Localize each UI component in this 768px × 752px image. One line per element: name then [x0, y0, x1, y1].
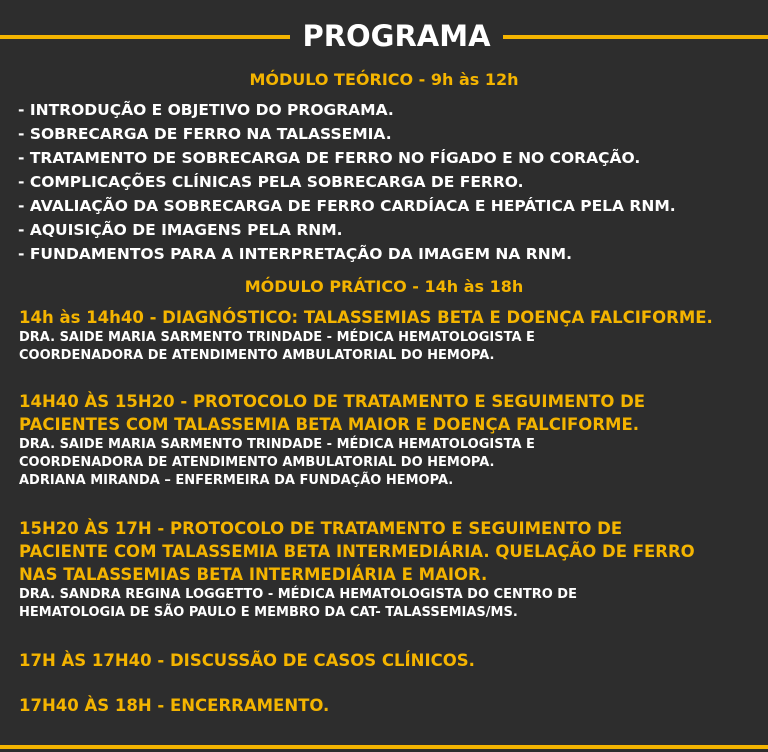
theory-module-heading: MÓDULO TEÓRICO - 9h às 12h — [249, 70, 519, 89]
footer-rule — [0, 745, 768, 749]
list-item: - COMPLICAÇÕES CLÍNICAS PELA SOBRECARGA DE FERRO. — [18, 173, 524, 191]
session-title: 14H40 ÀS 15H20 - PROTOCOLO DE TRATAMENTO E SEGUIMENTO DE — [19, 392, 646, 411]
session-case-discussion — [19, 649, 759, 672]
session-diagnosis — [19, 306, 759, 365]
practice-module-heading: MÓDULO PRÁTICO - 14h às 18h — [244, 277, 524, 296]
session-title: 17H40 ÀS 18H - ENCERRAMENTO. — [19, 696, 330, 715]
session-title: 17H ÀS 17H40 - DISCUSSÃO DE CASOS CLÍNICOS. — [19, 651, 475, 670]
header-rule-left — [0, 35, 290, 39]
page-title: PROGRAMA — [302, 19, 491, 53]
list-item: - FUNDAMENTOS PARA A INTERPRETAÇÃO DA IMAGEM NA RNM. — [18, 245, 572, 263]
session-speaker: DRA. SANDRA REGINA LOGGETTO - MÉDICA HEMATOLOGISTA DO CENTRO DE — [19, 587, 577, 602]
list-item: - INTRODUÇÃO E OBJETIVO DO PROGRAMA. — [18, 101, 394, 119]
session-speaker: DRA. SAIDE MARIA SARMENTO TRINDADE - MÉDICA HEMATOLOGISTA E — [19, 437, 535, 452]
header-rule-right — [503, 35, 768, 39]
list-item: - AVALIAÇÃO DA SOBRECARGA DE FERRO CARDÍACA E HEPÁTICA PELA RNM. — [18, 197, 676, 215]
session-title: PACIENTE COM TALASSEMIA BETA INTERMEDIÁRIA. QUELAÇÃO DE FERRO — [19, 542, 695, 561]
session-title: 15H20 ÀS 17H - PROTOCOLO DE TRATAMENTO E SEGUIMENTO DE — [19, 519, 623, 538]
session-title: 14h às 14h40 - DIAGNÓSTICO: TALASSEMIAS BETA E DOENÇA FALCIFORME. — [19, 308, 713, 327]
session-protocol-major — [19, 390, 759, 490]
session-title: NAS TALASSEMIAS BETA INTERMEDIÁRIA E MAIOR. — [19, 565, 488, 584]
session-protocol-intermediate — [19, 517, 759, 622]
list-item: - AQUISIÇÃO DE IMAGENS PELA RNM. — [18, 221, 343, 239]
list-item: - TRATAMENTO DE SOBRECARGA DE FERRO NO FÍGADO E NO CORAÇÃO. — [18, 149, 641, 167]
program-header — [0, 14, 768, 58]
list-item: - SOBRECARGA DE FERRO NA TALASSEMIA. — [18, 125, 392, 143]
session-speaker: COORDENADORA DE ATENDIMENTO AMBULATORIAL DO HEMOPA. — [19, 348, 495, 363]
session-speaker: COORDENADORA DE ATENDIMENTO AMBULATORIAL DO HEMOPA. — [19, 455, 495, 470]
session-closing — [19, 694, 759, 717]
session-speaker: DRA. SAIDE MARIA SARMENTO TRINDADE - MÉDICA HEMATOLOGISTA E — [19, 330, 535, 345]
session-speaker: ADRIANA MIRANDA – ENFERMEIRA DA FUNDAÇÃO HEMOPA. — [19, 473, 454, 488]
session-speaker: HEMATOLOGIA DE SÃO PAULO E MEMBRO DA CAT- TALASSEMIAS/MS. — [19, 605, 518, 620]
theory-topic-list — [18, 98, 676, 266]
session-title: PACIENTES COM TALASSEMIA BETA MAIOR E DOENÇA FALCIFORME. — [19, 415, 639, 434]
